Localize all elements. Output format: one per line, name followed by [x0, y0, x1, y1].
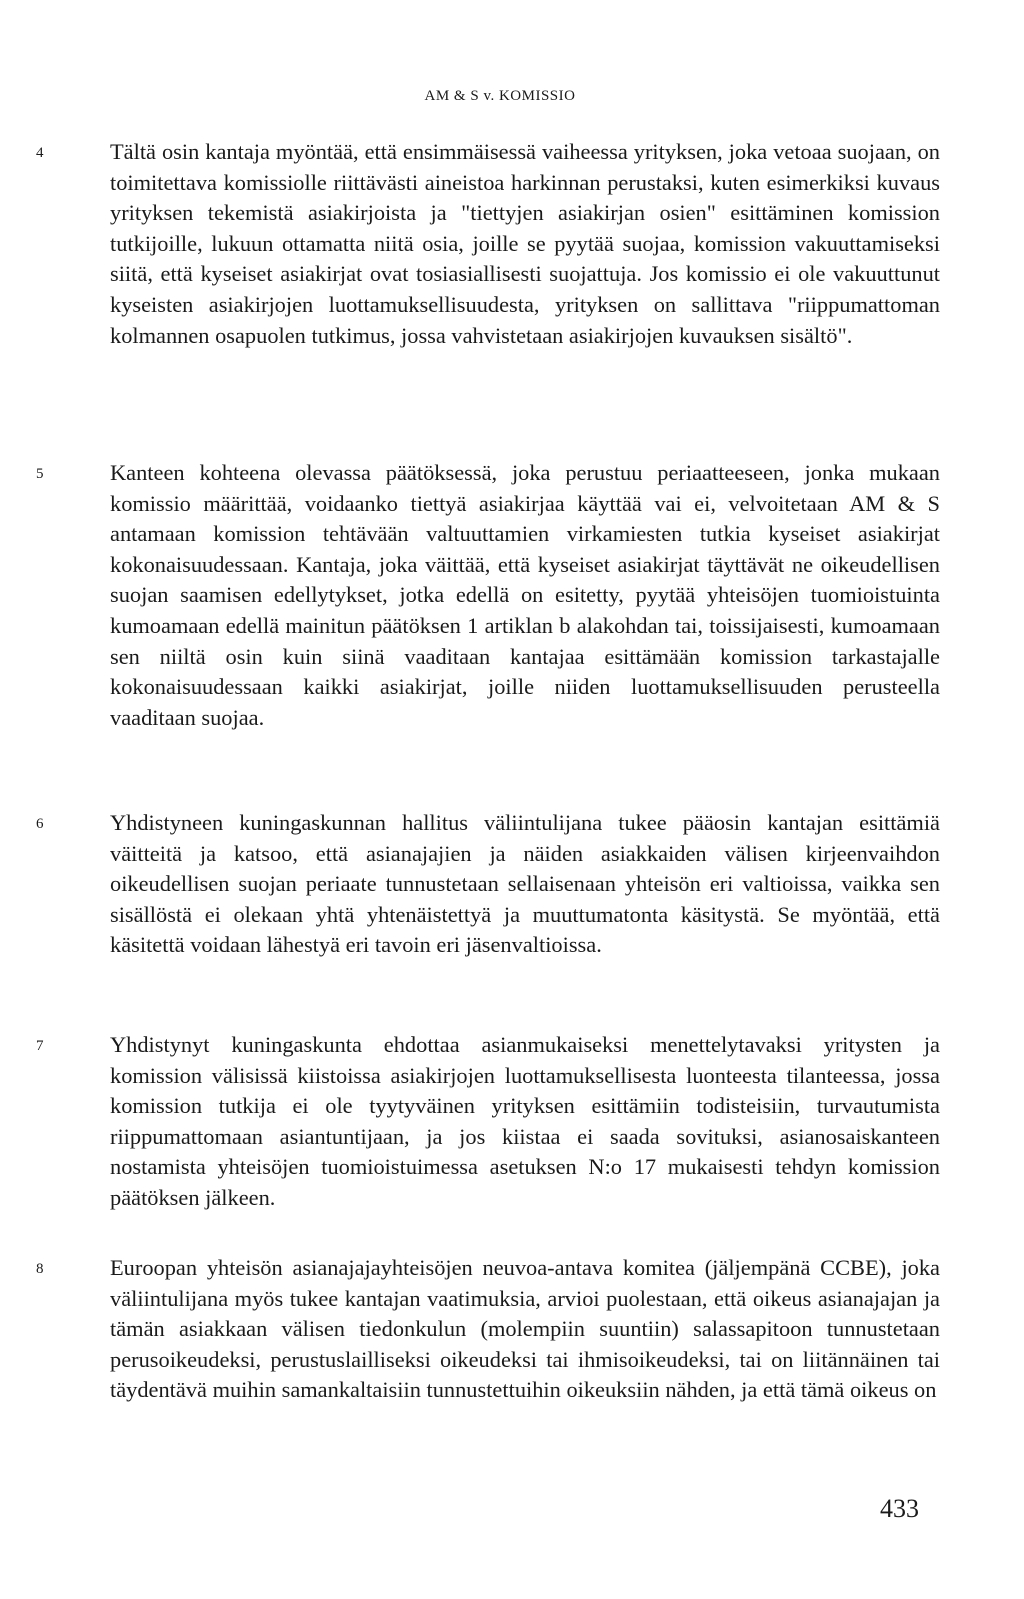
running-header: AM & S v. KOMISSIO [424, 88, 576, 104]
paragraph-text: Tältä osin kantaja myöntää, että ensimmäisessä vaiheessa yrityksen, joka vetoaa suojaan, on toimitettava komissiolle riittävästi aineistoa harkinnan perustaksi, kuten esimerkiksi kuvaus yrityksen tekemistä asiakirjoista ja "tiettyjen asiakirjan osien" esittäminen komission tutkijoille, lukuun ottamatta niitä osia, joille se pyytää suojaa, komission vakuuttamiseksi siitä, että kyseiset asiakirjat ovat tosiasiallisesti suojattuja. Jos komissio ei ole vakuuttunut kyseisten asiakirjojen luottamuksellisuudesta, yrityksen on sallittava "riippumattoman kolmannen osapuolen tutkimus, jossa vahvistetaan asiakirjojen kuvauksen sisältö". [110, 139, 940, 348]
paragraph-number: 6 [36, 816, 44, 832]
paragraph-number: 8 [36, 1261, 44, 1277]
paragraph-number: 4 [36, 145, 44, 161]
page-number: 433 [880, 1494, 919, 1523]
paragraph-number: 5 [36, 466, 44, 482]
paragraph-text: Euroopan yhteisön asianajajayhteisöjen neuvoa-antava komitea (jäljempänä CCBE), joka väliintulijana myös tukee kantajan vaatimuksia, arvioi puolestaan, että oikeus asianajajan ja tämän asiakkaan välisen tiedonkulun (molempiin suuntiin) salassapitoon tunnustetaan perusoikeudeksi, perustuslailliseksi oikeudeksi tai ihmisoikeudeksi, tai on liitännäinen tai täydentävä muihin samankaltaisiin tunnustettuihin oikeuksiin nähden, ja että tämä oikeus on [110, 1255, 940, 1403]
paragraph-number: 7 [36, 1038, 44, 1054]
paragraph-text: Kanteen kohteena olevassa päätöksessä, joka perustuu periaatteeseen, jonka mukaan komissio määrittää, voidaanko tiettyä asiakirjaa käyttää vai ei, velvoitetaan AM & S antamaan komission tehtävään valtuuttamien virkamiesten tutkia kyseiset asiakirjat kokonaisuudessaan. Kantaja, joka väittää, että kyseiset asiakirjat täyttävät ne oikeudellisen suojan saamisen edellytykset, jotka edellä on esitetty, pyytää yhteisöjen tuomioistuinta kumoamaan edellä mainitun päätöksen 1 artiklan b alakohdan tai, toissijaisesti, kumoamaan sen niiltä osin kuin siinä vaaditaan kantajaa esittämään komission tarkastajalle kokonaisuudessaan kaikki asiakirjat, joille niiden luottamuksellisuuden perusteella vaaditaan suojaa. [110, 460, 940, 730]
paragraph-text: Yhdistyneen kuningaskunnan hallitus väliintulijana tukee pääosin kantajan esittämiä väitteitä ja katsoo, että asianajajien ja näiden asiakkaiden välisen kirjeenvaihdon oikeudellisen suojan periaate tunnustetaan sellaisenaan yhteisön eri valtioissa, vaikka sen sisällöstä ei olekaan yhtä yhtenäistettyä ja muuttumatonta käsitystä. Se myöntää, että käsitettä voidaan lähestyä eri tavoin eri jäsenvaltioissa. [110, 810, 940, 958]
paragraph-text: Yhdistynyt kuningaskunta ehdottaa asianmukaiseksi menettelytavaksi yritysten ja komission välisissä kiistoissa asiakirjojen luottamuksellisesta luonteesta tilanteessa, jossa komission tutkija ei ole tyytyväinen yrityksen esittämiin todisteisiin, turvautumista riippumattomaan asiantuntijaan, ja jos kiistaa ei saada sovituksi, asianosaiskanteen nostamista yhteisöjen tuomioistuimessa asetuksen N:o 17 mukaisesti tehdyn komission päätöksen jälkeen. [110, 1032, 940, 1210]
